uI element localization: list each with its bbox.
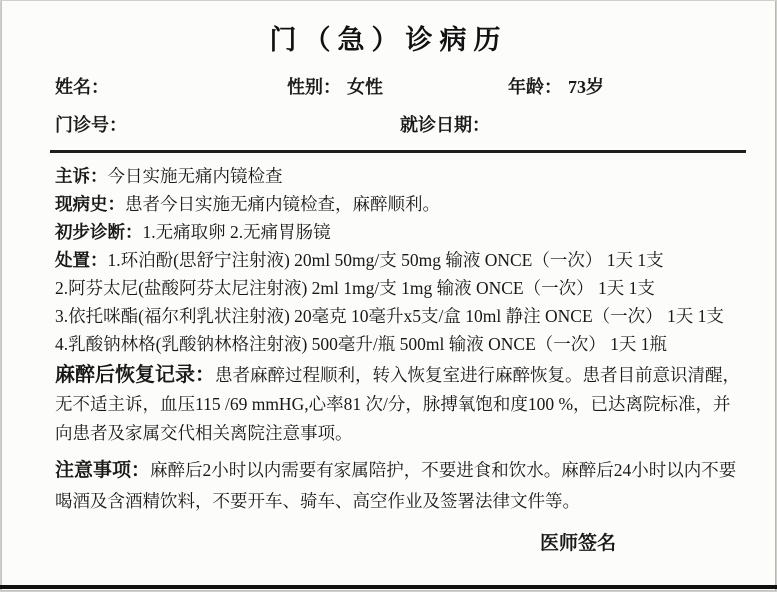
preliminary-diagnosis-label: 初步诊断： <box>55 222 143 242</box>
patient-age-label: 年龄： <box>508 77 562 97</box>
patient-name-value <box>109 77 115 97</box>
chief-complaint-text: 今日实施无痛内镜检查 <box>107 166 283 186</box>
record-body <box>0 153 777 558</box>
outpatient-number-value <box>127 115 133 135</box>
patient-name-label: 姓名： <box>55 77 109 97</box>
header-row-1 <box>0 73 777 99</box>
precautions-text: 麻醉后2小时以内需要有家属陪护，不要进食和饮水。麻醉后24小时以内不要喝酒及含酒精饮料，不要开车、骑车、高空作业及签署法律文件等。 <box>55 460 737 511</box>
present-illness-label: 现病史： <box>55 194 125 214</box>
patient-name-field <box>55 73 287 99</box>
patient-gender-field <box>287 73 508 99</box>
disposition-label: 处置： <box>55 250 108 270</box>
patient-gender-label: 性别： <box>287 77 341 97</box>
physician-signature-label: 医师签名 <box>540 533 617 554</box>
chief-complaint-label: 主诉： <box>55 166 108 186</box>
chief-complaint-line <box>55 162 747 190</box>
outpatient-number-label: 门诊号： <box>55 115 127 135</box>
anesthesia-recovery-text: 患者麻醉过程顺利，转入恢复室进行麻醉恢复。患者目前意识清醒，无不适主诉，血压115 /69 mmHG,心率81 次/分，脉搏氧饱和度100 %，已达离院标准，并向患者及家属交代相关离院注意事项。 <box>55 365 740 443</box>
patient-age-field <box>508 73 737 99</box>
disposition-item: 2.阿芬太尼(盐酸阿芬太尼注射液) 2ml 1mg/支 1mg 输液 ONCE（一次） 1天 1支 <box>55 278 655 298</box>
patient-age-value: 73岁 <box>568 77 604 97</box>
visit-date-label: 就诊日期： <box>400 115 490 135</box>
disposition-line-1 <box>55 246 747 274</box>
precautions-paragraph <box>55 455 747 516</box>
patient-gender-value: 女性 <box>347 77 383 97</box>
header-row-2 <box>0 111 777 137</box>
disposition-item: 3.依托咪酯(福尔利乳状注射液) 20毫克 10毫升x5支/盒 10ml 静注 ONCE（一次） 1天 1支 <box>55 306 724 326</box>
disposition-item: 1.环泊酚(思舒宁注射液) 20ml 50mg/支 50mg 输液 ONCE（一次） 1天 1支 <box>107 250 664 270</box>
visit-date-field <box>400 111 737 137</box>
precautions-label: 注意事项： <box>55 460 151 481</box>
page-title: 门（急）诊病历 <box>269 25 508 55</box>
anesthesia-recovery-label: 麻醉后恢复记录： <box>55 364 215 386</box>
anesthesia-recovery-paragraph <box>55 361 747 448</box>
scan-bottom-edge <box>0 585 777 589</box>
present-illness-text: 患者今日实施无痛内镜检查，麻醉顺利。 <box>125 194 440 214</box>
outpatient-number-field <box>55 111 400 137</box>
present-illness-line <box>55 190 747 218</box>
preliminary-diagnosis-text: 1.无痛取卵 2.无痛胃肠镜 <box>142 222 331 242</box>
disposition-item: 4.乳酸钠林格(乳酸钠林格注射液) 500毫升/瓶 500ml 输液 ONCE（一次） 1天 1瓶 <box>55 334 668 354</box>
visit-date-value <box>490 115 496 135</box>
preliminary-diagnosis-line <box>55 218 747 246</box>
